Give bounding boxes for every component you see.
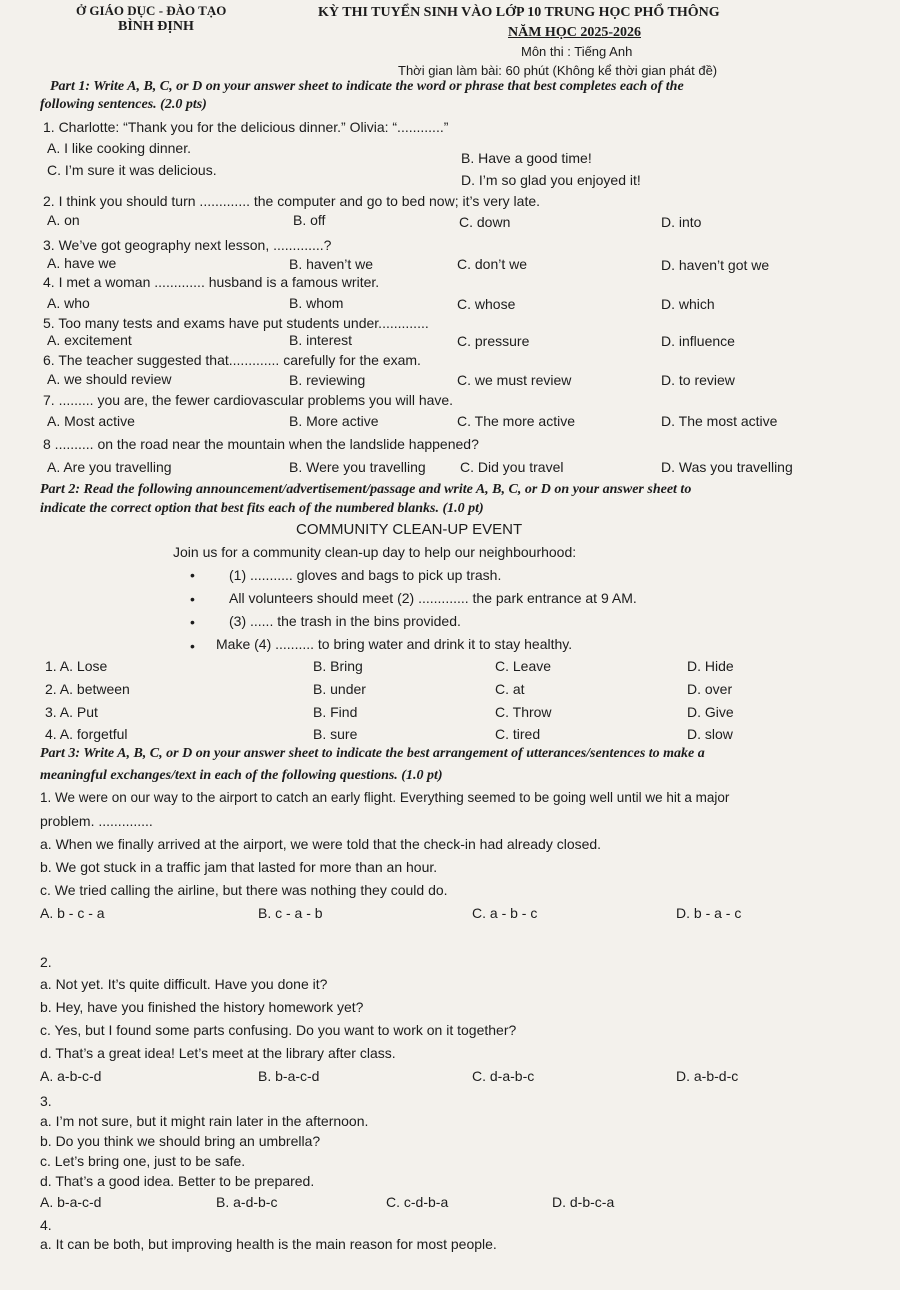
- p1-q2-b: B. off: [293, 212, 326, 228]
- p1-q4: 4. I met a woman ............. husband is a famous writer.: [43, 274, 380, 290]
- bullet-dot-2: •: [190, 591, 195, 607]
- p1-q3-a: A. have we: [47, 255, 117, 271]
- p2-o2-c: C. at: [495, 681, 525, 697]
- notice-intro: Join us for a community clean-up day to help our neighbourhood:: [173, 544, 577, 560]
- p1-q8: 8 .......... on the road near the mountain when the landslide happened?: [43, 436, 479, 452]
- p1-q1-d: D. I’m so glad you enjoyed it!: [461, 172, 641, 188]
- p3-q3-num: 3.: [40, 1093, 52, 1109]
- p3-q2-a: a. Not yet. It’s quite difficult. Have you done it?: [40, 976, 328, 992]
- part3-title2: meaningful exchanges/text in each of the following questions. (1.0 pt): [40, 768, 443, 783]
- p3-q3-b: b. Do you think we should bring an umbrella?: [40, 1133, 321, 1149]
- notice-bullet-4: Make (4) .......... to bring water and drink it to stay healthy.: [216, 636, 573, 652]
- p3-q1-opt-b: B. c - a - b: [258, 905, 323, 921]
- notice-bullet-3: (3) ...... the trash in the bins provided.: [229, 613, 461, 629]
- p3-q3-d: d. That’s a good idea. Better to be prepared.: [40, 1173, 315, 1189]
- exam-title: KỲ THI TUYỂN SINH VÀO LỚP 10 TRUNG HỌC PHỔ THÔNG: [318, 5, 720, 20]
- p3-q4-num: 4.: [40, 1217, 52, 1233]
- p1-q4-d: D. which: [661, 296, 715, 312]
- p1-q8-a: A. Are you travelling: [47, 459, 172, 475]
- part1-title2: following sentences. (2.0 pts): [40, 97, 207, 112]
- p1-q7: 7. ......... you are, the fewer cardiovascular problems you will have.: [43, 392, 454, 408]
- p3-q3-opt-d: D. d-b-c-a: [552, 1194, 615, 1210]
- p3-q3-opt-a: A. b-a-c-d: [40, 1194, 102, 1210]
- p3-q1-a: a. When we finally arrived at the airport, we were told that the check-in had already closed.: [40, 836, 602, 852]
- p2-o1-a: 1. A. Lose: [45, 658, 108, 674]
- p1-q8-b: B. Were you travelling: [289, 459, 426, 475]
- p3-q2-opt-a: A. a-b-c-d: [40, 1068, 102, 1084]
- p1-q4-c: C. whose: [457, 296, 516, 312]
- notice-bullet-1: (1) ........... gloves and bags to pick up trash.: [229, 567, 502, 583]
- p1-q3-c: C. don’t we: [457, 256, 528, 272]
- bullet-dot-3: •: [190, 614, 195, 630]
- p1-q3: 3. We’ve got geography next lesson, .............?: [43, 237, 332, 253]
- notice-bullet-2: All volunteers should meet (2) ............. the park entrance at 9 AM.: [229, 590, 637, 606]
- p1-q6-b: B. reviewing: [289, 372, 366, 388]
- p3-q1-line2: problem. ..............: [40, 813, 153, 829]
- p2-o3-b: B. Find: [313, 704, 358, 720]
- p3-q1-line1: 1. We were on our way to the airport to catch an early flight. Everything seemed to be going well until we hit a major: [40, 790, 730, 805]
- p1-q2-a: A. on: [47, 212, 80, 228]
- bullet-dot-4: •: [190, 638, 195, 654]
- p1-q1-a: A. I like cooking dinner.: [47, 140, 191, 156]
- part2-title2: indicate the correct option that best fits each of the numbered blanks. (1.0 pt): [40, 501, 484, 516]
- p1-q1-c: C. I’m sure it was delicious.: [47, 162, 217, 178]
- p2-o2-a: 2. A. between: [45, 681, 130, 697]
- p3-q2-opt-c: C. d-a-b-c: [472, 1068, 535, 1084]
- p1-q6-c: C. we must review: [457, 372, 572, 388]
- notice-heading: COMMUNITY CLEAN-UP EVENT: [296, 521, 523, 538]
- p2-o4-c: C. tired: [495, 726, 541, 742]
- p1-q7-a: A. Most active: [47, 413, 135, 429]
- p1-q5-d: D. influence: [661, 333, 735, 349]
- p2-o4-b: B. sure: [313, 726, 358, 742]
- p1-q4-a: A. who: [47, 295, 90, 311]
- dept-line2: BÌNH ĐỊNH: [118, 19, 194, 34]
- p1-q7-c: C. The more active: [457, 413, 576, 429]
- p2-o3-a: 3. A. Put: [45, 704, 98, 720]
- p2-o1-c: C. Leave: [495, 658, 552, 674]
- p2-o3-c: C. Throw: [495, 704, 552, 720]
- p2-o2-d: D. over: [687, 681, 733, 697]
- p3-q3-c: c. Let’s bring one, just to be safe.: [40, 1153, 246, 1169]
- p1-q5-b: B. interest: [289, 332, 353, 348]
- part2-title: Part 2: Read the following announcement/advertisement/passage and write A, B, C, or D on your answer sheet to: [40, 482, 692, 497]
- p3-q1-opt-a: A. b - c - a: [40, 905, 105, 921]
- p3-q4-a: a. It can be both, but improving health is the main reason for most people.: [40, 1236, 497, 1252]
- p1-q6: 6. The teacher suggested that............. carefully for the exam.: [43, 352, 421, 368]
- p1-q2-c: C. down: [459, 214, 511, 230]
- exam-year: NĂM HỌC 2025-2026: [508, 25, 641, 40]
- p1-q1: 1. Charlotte: “Thank you for the delicious dinner.” Olivia: “............”: [43, 119, 449, 135]
- part1-title: Part 1: Write A, B, C, or D on your answer sheet to indicate the word or phrase that best completes each of the: [50, 79, 684, 94]
- part3-title: Part 3: Write A, B, C, or D on your answer sheet to indicate the best arrangement of utterances/sentences to make a: [40, 746, 705, 761]
- p3-q3-a: a. I’m not sure, but it might rain later in the afternoon.: [40, 1113, 369, 1129]
- p3-q2-opt-b: B. b-a-c-d: [258, 1068, 320, 1084]
- p3-q2-opt-d: D. a-b-d-c: [676, 1068, 739, 1084]
- p2-o2-b: B. under: [313, 681, 366, 697]
- p3-q1-opt-d: D. b - a - c: [676, 905, 742, 921]
- p2-o4-d: D. slow: [687, 726, 733, 742]
- p3-q1-c: c. We tried calling the airline, but there was nothing they could do.: [40, 882, 448, 898]
- p3-q2-c: c. Yes, but I found some parts confusing. Do you want to work on it together?: [40, 1022, 517, 1038]
- p3-q2-num: 2.: [40, 954, 52, 970]
- p3-q1-b: b. We got stuck in a traffic jam that lasted for more than an hour.: [40, 859, 438, 875]
- p1-q2-d: D. into: [661, 214, 702, 230]
- p3-q2-b: b. Hey, have you finished the history homework yet?: [40, 999, 364, 1015]
- p1-q8-d: D. Was you travelling: [661, 459, 793, 475]
- p1-q6-a: A. we should review: [47, 371, 172, 387]
- p1-q5: 5. Too many tests and exams have put students under.............: [43, 315, 429, 331]
- dept-line1: Ở GIÁO DỤC - ĐÀO TẠO: [76, 3, 227, 18]
- p1-q7-b: B. More active: [289, 413, 379, 429]
- p2-o4-a: 4. A. forgetful: [45, 726, 128, 742]
- p2-o3-d: D. Give: [687, 704, 734, 720]
- p1-q4-b: B. whom: [289, 295, 344, 311]
- p1-q7-d: D. The most active: [661, 413, 778, 429]
- p2-o1-b: B. Bring: [313, 658, 363, 674]
- p2-o1-d: D. Hide: [687, 658, 734, 674]
- exam-subject: Môn thi : Tiếng Anh: [521, 44, 633, 59]
- p3-q2-d: d. That’s a great idea! Let’s meet at the library after class.: [40, 1045, 396, 1061]
- bullet-dot-1: •: [190, 567, 195, 583]
- p1-q2: 2. I think you should turn ............. the computer and go to bed now; it’s very late.: [43, 193, 541, 209]
- p3-q1-opt-c: C. a - b - c: [472, 905, 538, 921]
- p1-q8-c: C. Did you travel: [460, 459, 564, 475]
- exam-time: Thời gian làm bài: 60 phút (Không kể thời gian phát đề): [398, 63, 718, 78]
- p3-q3-opt-b: B. a-d-b-c: [216, 1194, 278, 1210]
- p1-q3-b: B. haven’t we: [289, 256, 374, 272]
- p1-q5-c: C. pressure: [457, 333, 530, 349]
- p3-q3-opt-c: C. c-d-b-a: [386, 1194, 449, 1210]
- p1-q6-d: D. to review: [661, 372, 735, 388]
- p1-q5-a: A. excitement: [47, 332, 132, 348]
- p1-q3-d: D. haven’t got we: [661, 257, 770, 273]
- p1-q1-b: B. Have a good time!: [461, 150, 592, 166]
